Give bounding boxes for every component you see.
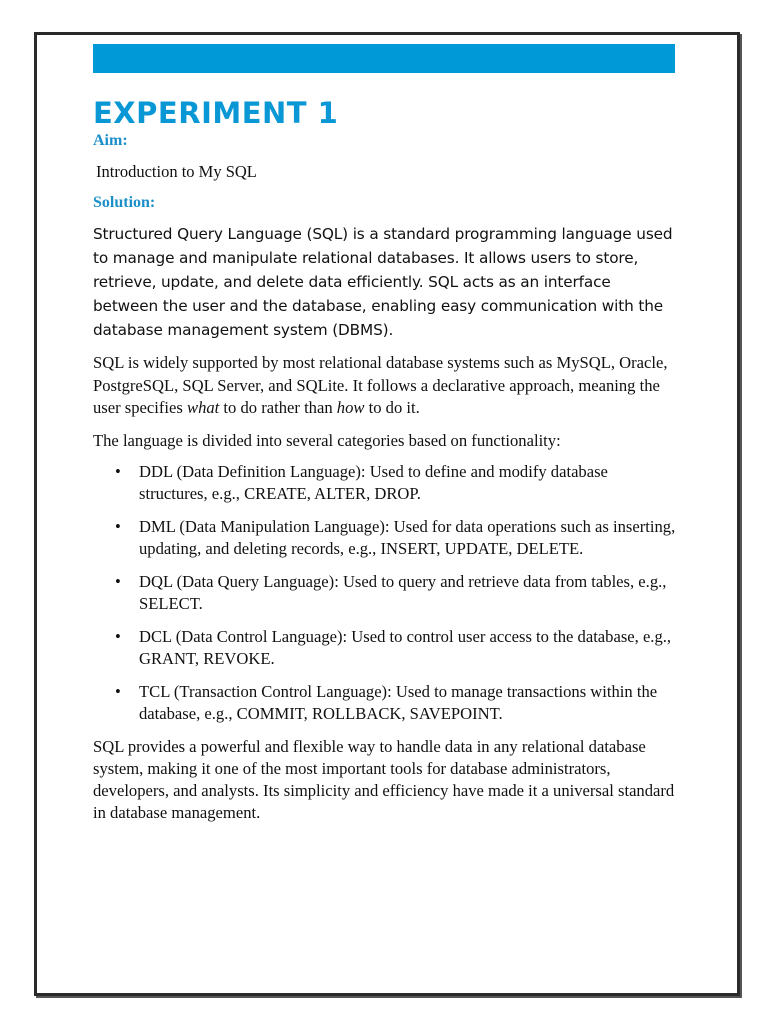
list-item-ddl xyxy=(93,461,679,506)
list-item-dcl xyxy=(93,626,679,671)
bullet-icon: • xyxy=(115,626,121,646)
sql-support-text-1: SQL is widely supported by most relational database systems such as MySQL, Oracle, PostgreSQL, SQL Server, and SQLite. It follows a declarative approach, meaning the user specifies xyxy=(93,353,668,417)
document-page xyxy=(34,32,740,996)
sql-categories-list xyxy=(93,461,679,726)
aim-text: Introduction to My SQL xyxy=(96,162,257,181)
experiment-title: EXPERIMENT 1 xyxy=(93,96,339,130)
list-item-text: DQL (Data Query Language): Used to query and retrieve data from tables, e.g., SELECT. xyxy=(139,571,667,613)
list-item-text: DCL (Data Control Language): Used to control user access to the database, e.g., GRANT, REVOKE. xyxy=(139,626,672,668)
emphasis-what: what xyxy=(187,398,220,417)
bullet-icon: • xyxy=(115,461,121,481)
emphasis-how: how xyxy=(336,398,365,417)
solution-heading: Solution: xyxy=(93,194,156,211)
list-item-text: DML (Data Manipulation Language): Used for data operations such as inserting, updating, and deleting records, e.g., INSERT, UPDATE, DELETE. xyxy=(139,516,676,558)
list-item-tcl xyxy=(93,681,679,726)
sql-support-text-3: to do it. xyxy=(364,398,420,417)
sql-definition-paragraph: Structured Query Language (SQL) is a standard programming language used to manage and manipulate relational databases. It allows users to store, retrieve, update, and delete data efficiently. SQL acts as an interface between the user and the database, enabling easy communication with the database management system (DBMS). xyxy=(93,225,673,339)
sql-support-text-2: to do rather than xyxy=(219,398,337,417)
list-item-dml xyxy=(93,516,679,561)
categories-intro-paragraph: The language is divided into several categories based on functionality: xyxy=(93,430,561,450)
sql-support-paragraph xyxy=(93,352,679,420)
list-item-text: TCL (Transaction Control Language): Used to manage transactions within the database, e.g., COMMIT, ROLLBACK, SAVEPOINT. xyxy=(139,681,658,723)
aim-heading: Aim: xyxy=(93,132,128,149)
header-accent-bar xyxy=(93,44,675,73)
bullet-icon: • xyxy=(115,571,121,591)
document-content xyxy=(93,95,679,824)
list-item-dql xyxy=(93,571,679,616)
bullet-icon: • xyxy=(115,681,121,701)
sql-conclusion-paragraph: SQL provides a powerful and flexible way to handle data in any relational database system, making it one of the most important tools for database administrators, developers, and analysts. Its simplicity and efficiency have made it a universal standard in database management. xyxy=(93,736,675,822)
list-item-text: DDL (Data Definition Language): Used to define and modify database structures, e.g., CREATE, ALTER, DROP. xyxy=(139,461,608,503)
bullet-icon: • xyxy=(115,516,121,536)
